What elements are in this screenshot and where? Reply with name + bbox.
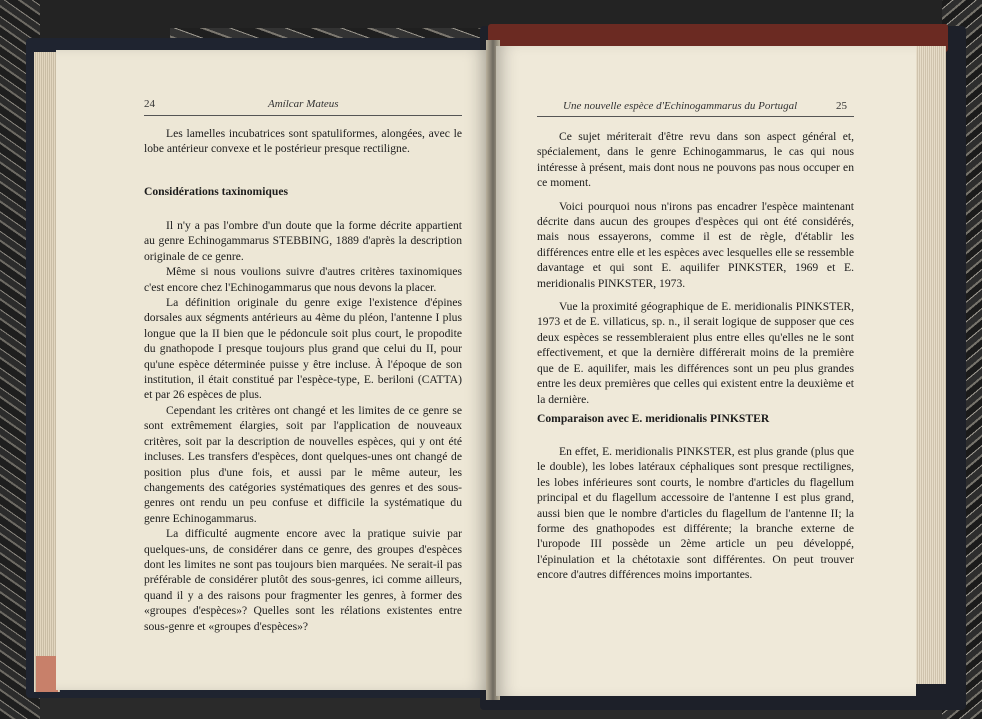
left-intro-paragraph: [144, 126, 462, 157]
right-running-head: Une nouvelle espèce d'Echinogammarus du Portugal: [563, 100, 798, 112]
paragraph: Voici pourquoi nous n'irons pas encadrer l'espèce maintenant décrite dans aucun des groupes d'espèces qui ont été considérés, mais nous essayerons, comme il est de règle, d'établir les différences entre elle et les espèces avec lesquelles elle se ressemble davantage et qui sont E. aquilifer PINKSTER, 1969 et E. meridionalis PINKSTER, 1973.: [537, 199, 854, 290]
paragraph: Il n'y a pas l'ombre d'un doute que la forme décrite appartient au genre Echinogammarus STEBBING, 1889 d'après la description originale de ce genre.: [144, 219, 462, 263]
left-section-heading: Considérations taxinomiques: [144, 185, 288, 198]
paragraph: Même si nous voulions suivre d'autres critères taxinomiques c'est encore chez l'Echinogammarus que nous devons la placer.: [144, 265, 462, 294]
right-section-heading: Comparaison avec E. meridionalis PINKSTER: [537, 412, 770, 425]
paragraph: La définition originale du genre exige l'existence d'épines dorsales aux ségments antérieurs au 4ème du pléon, l'antenne I plus longue que la II bien que le pédoncule soit plus court, le propodite du gnathopode I presque toujours plus grand que celui du II, pour qu'une espèce déterminée puisse y être incluse. À l'époque de son institution, il était constitué par l'espèce-type, E. beriloni (CATTA) et par 26 espèces de plus.: [144, 296, 462, 402]
right-header-rule: [537, 116, 854, 117]
right-page-number: 25: [836, 100, 847, 112]
left-running-head: Amílcar Mateus: [268, 98, 339, 110]
paragraph: Les lamelles incubatrices sont spatuliformes, alongées, avec le lobe antérieur convexe et le postérieur presque rectiligne.: [144, 127, 462, 156]
page-edges-right: [914, 46, 946, 684]
bookmark-ribbon: [36, 656, 58, 692]
paragraph: En effet, E. meridionalis PINKSTER, est plus grande (plus que le double), les lobes latéraux céphaliques sont presque rectilignes, les lobes inférieures sont courts, le nombre d'articles du flagellum principal et du flagellum accessoire de l'antenne I est plus grand, aussi bien que le nombre d'articles du flagellum de l'antenne II; la forme des gnathopodes est différente; la branche externe de l'uropode III possède un 2ème article un peu développé, l'épinulation et la chétotaxie sont différentes. On peut trouver encore d'autres différences moins importantes.: [537, 445, 854, 582]
right-body-text-top: [537, 129, 854, 407]
paragraph: Vue la proximité géographique de E. meridionalis PINKSTER, 1973 et de E. villaticus, sp. n., il serait logique de supposer que ces deux espèces se ressembleraient plus entre elles qu'elles ne le sont effectivement, et que la dernière différerait moins de la première que de E. aquilifer, mais les différences sont un peu plus grandes entre les deux premières que celles qui existent entre la deuxième et la dernière.: [537, 300, 854, 406]
paragraph: Ce sujet mériterait d'être revu dans son aspect général et, spécialement, dans le genre Echinogammarus, le cas qui nous intéresse à présent, mais dont nous ne pouvons pas nous occuper en ce moment.: [537, 130, 854, 190]
paragraph: Cependant les critères ont changé et les limites de ce genre se sont extrêmement élargies, soit par l'application de nouveaux critères, soit par la description de nouvelles espèces, qui y ont été incluses. Les transfers d'espèces, dont quelques-unes ont changé de position plus d'une fois, et aussi par le même auteur, les changements des catégories systématiques des genres et des sous-genres ont rendu un peu confuse et difficile la systématique du genre Echinogammarus.: [144, 403, 462, 525]
left-header-rule: [144, 115, 462, 116]
left-page-number: 24: [144, 98, 155, 110]
right-body-text-bottom: [537, 444, 854, 583]
left-body-text: [144, 218, 462, 634]
paragraph: La difficulté augmente encore avec la pratique suivie par quelques-uns, de considérer dans ce genre, des groupes d'espèces dont les limites ne sont pas toujours bien marquées. Ne serait-il pas préférable de considérer plutôt des sous-genres, ici comme ailleurs, quand il y a des raisons pour fragmenter les genres, à former des «groupes d'espèces»? Quelles sont les rélations existentes entre sous-genre et «groupes d'espèces»?: [144, 527, 462, 633]
